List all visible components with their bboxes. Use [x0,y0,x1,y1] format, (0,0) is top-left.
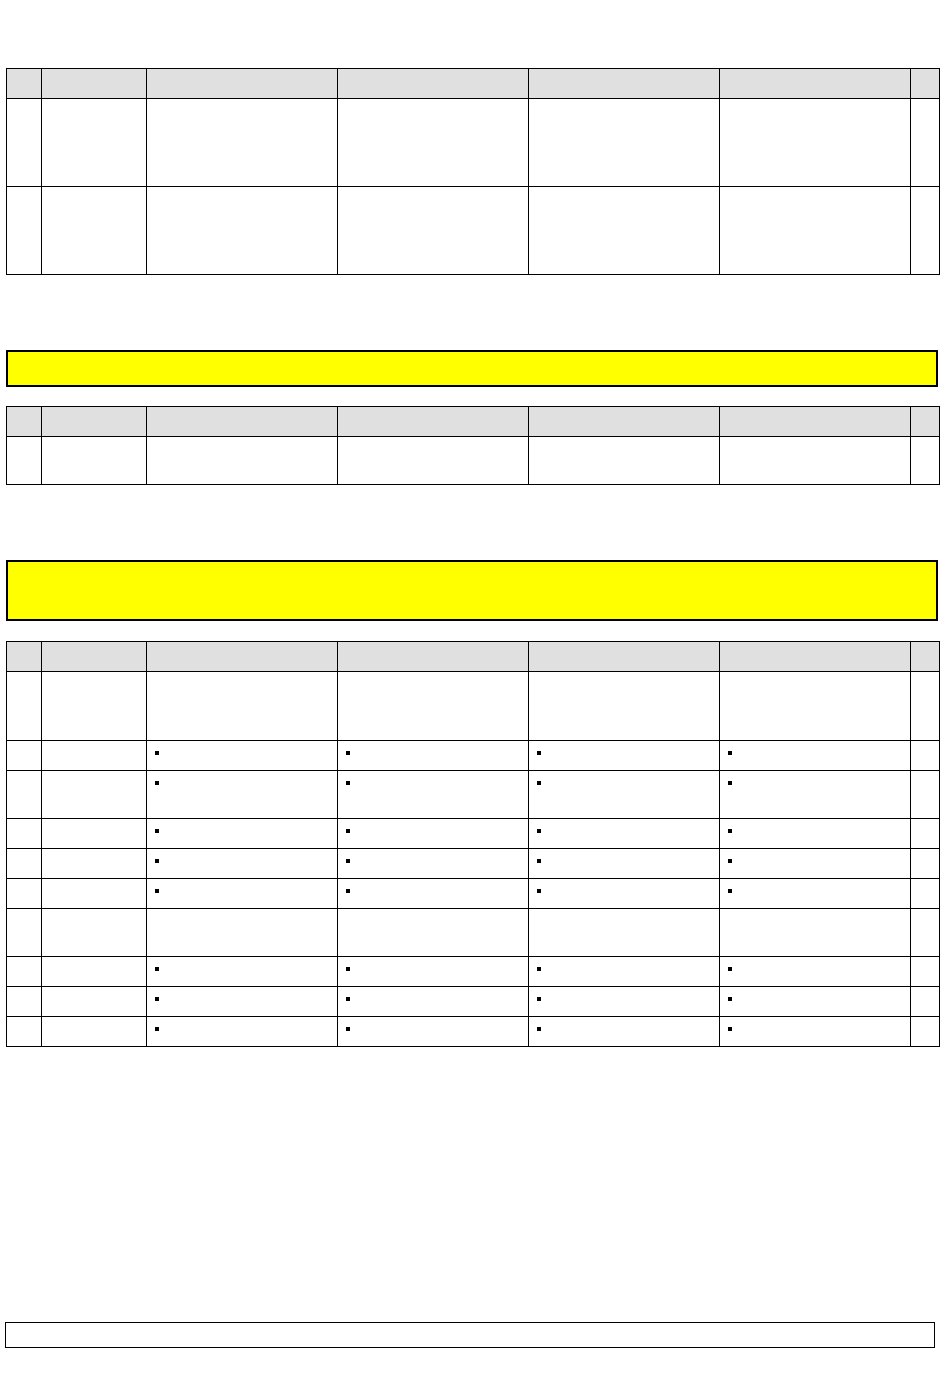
header-cell [42,642,147,672]
table-cell [720,187,911,275]
table-cell [42,987,147,1017]
header-cell [529,642,720,672]
table-cell [147,672,338,741]
table-header-row [7,69,940,99]
table-cell [529,741,720,771]
table-cell [529,1017,720,1047]
square-bullet-icon [346,967,350,971]
table-cell [7,741,42,771]
square-bullet-icon [728,859,732,863]
square-bullet-icon [155,751,159,755]
table-cell [338,819,529,849]
square-bullet-icon [537,997,541,1001]
footer-box [5,1322,935,1348]
table-cell [529,879,720,909]
table-cell [7,437,42,485]
section-band [6,560,938,621]
table-cell [720,957,911,987]
table-cell [147,849,338,879]
square-bullet-icon [537,781,541,785]
square-bullet-icon [728,1027,732,1031]
table-cell [338,741,529,771]
table-cell [338,849,529,879]
table-cell [147,1017,338,1047]
table-cell [147,879,338,909]
table-cell [42,741,147,771]
table-cell [338,771,529,819]
table-cell [42,879,147,909]
table-cell [529,849,720,879]
table-1 [6,68,940,275]
header-cell [7,69,42,99]
table-cell [529,819,720,849]
header-cell [7,407,42,437]
table-row [7,672,940,741]
header-cell [720,407,911,437]
table-cell [911,819,940,849]
table-row [7,437,940,485]
square-bullet-icon [537,859,541,863]
header-cell [911,642,940,672]
square-bullet-icon [346,889,350,893]
table-cell [7,987,42,1017]
table-cell [720,819,911,849]
table-cell [147,957,338,987]
table-cell [147,771,338,819]
square-bullet-icon [346,859,350,863]
table-cell [338,672,529,741]
square-bullet-icon [155,859,159,863]
table-cell [338,987,529,1017]
header-cell [529,407,720,437]
square-bullet-icon [728,751,732,755]
table-header-row [7,407,940,437]
table-cell [911,187,940,275]
table-cell [338,909,529,957]
square-bullet-icon [346,829,350,833]
table-cell [338,957,529,987]
square-bullet-icon [537,967,541,971]
square-bullet-icon [728,997,732,1001]
header-cell [42,407,147,437]
header-cell [7,642,42,672]
table-cell [338,879,529,909]
table-cell [7,99,42,187]
square-bullet-icon [155,829,159,833]
table-cell [720,437,911,485]
table-cell [911,1017,940,1047]
square-bullet-icon [728,967,732,971]
table-header-row [7,642,940,672]
square-bullet-icon [155,781,159,785]
table-row [7,771,940,819]
table-3 [6,641,940,1047]
table-cell [529,957,720,987]
header-cell [911,69,940,99]
table-cell [147,187,338,275]
table-cell [7,187,42,275]
table-cell [529,987,720,1017]
table-cell [911,672,940,741]
table-cell [42,909,147,957]
table-cell [7,672,42,741]
table-cell [42,771,147,819]
table-cell [42,437,147,485]
square-bullet-icon [346,1027,350,1031]
table-row [7,849,940,879]
square-bullet-icon [728,889,732,893]
table-cell [7,879,42,909]
square-bullet-icon [537,751,541,755]
table-cell [720,987,911,1017]
header-cell [338,69,529,99]
square-bullet-icon [537,829,541,833]
table-cell [42,1017,147,1047]
table-cell [720,672,911,741]
table-row [7,909,940,957]
square-bullet-icon [155,889,159,893]
table-cell [7,771,42,819]
square-bullet-icon [728,829,732,833]
table-row [7,187,940,275]
table-cell [42,672,147,741]
table-cell [720,771,911,819]
table-row [7,879,940,909]
table-cell [42,957,147,987]
table-cell [720,849,911,879]
table-cell [911,741,940,771]
square-bullet-icon [155,1027,159,1031]
table-cell [7,957,42,987]
table-row [7,99,940,187]
table-cell [911,987,940,1017]
table-cell [720,879,911,909]
header-cell [147,69,338,99]
table-cell [720,99,911,187]
square-bullet-icon [155,997,159,1001]
table-cell [147,987,338,1017]
table-cell [7,819,42,849]
header-cell [911,407,940,437]
table-cell [147,99,338,187]
table-cell [529,99,720,187]
table-cell [147,741,338,771]
table-cell [338,1017,529,1047]
table-cell [147,819,338,849]
table-cell [911,957,940,987]
table-row [7,741,940,771]
table-cell [147,437,338,485]
header-cell [147,407,338,437]
table-cell [147,909,338,957]
header-cell [720,642,911,672]
table-cell [720,1017,911,1047]
table-cell [42,849,147,879]
square-bullet-icon [728,781,732,785]
table-cell [529,187,720,275]
table-cell [911,99,940,187]
square-bullet-icon [537,1027,541,1031]
table-cell [338,437,529,485]
square-bullet-icon [346,997,350,1001]
table-2 [6,406,940,485]
table-row [7,1017,940,1047]
table-row [7,987,940,1017]
table-cell [529,672,720,741]
section-band [6,350,938,387]
table-cell [7,1017,42,1047]
header-cell [338,407,529,437]
table-cell [42,187,147,275]
header-cell [147,642,338,672]
header-cell [338,642,529,672]
table-cell [911,849,940,879]
table-cell [338,99,529,187]
table-cell [720,741,911,771]
table-cell [42,99,147,187]
table-row [7,819,940,849]
square-bullet-icon [537,889,541,893]
table-cell [911,437,940,485]
square-bullet-icon [155,967,159,971]
table-cell [529,909,720,957]
table-cell [911,879,940,909]
table-cell [720,909,911,957]
table-cell [529,437,720,485]
table-cell [7,909,42,957]
table-cell [529,771,720,819]
square-bullet-icon [346,781,350,785]
table-cell [42,819,147,849]
header-cell [529,69,720,99]
header-cell [720,69,911,99]
header-cell [42,69,147,99]
table-cell [911,771,940,819]
table-cell [911,909,940,957]
table-cell [7,849,42,879]
table-cell [338,187,529,275]
table-row [7,957,940,987]
square-bullet-icon [346,751,350,755]
